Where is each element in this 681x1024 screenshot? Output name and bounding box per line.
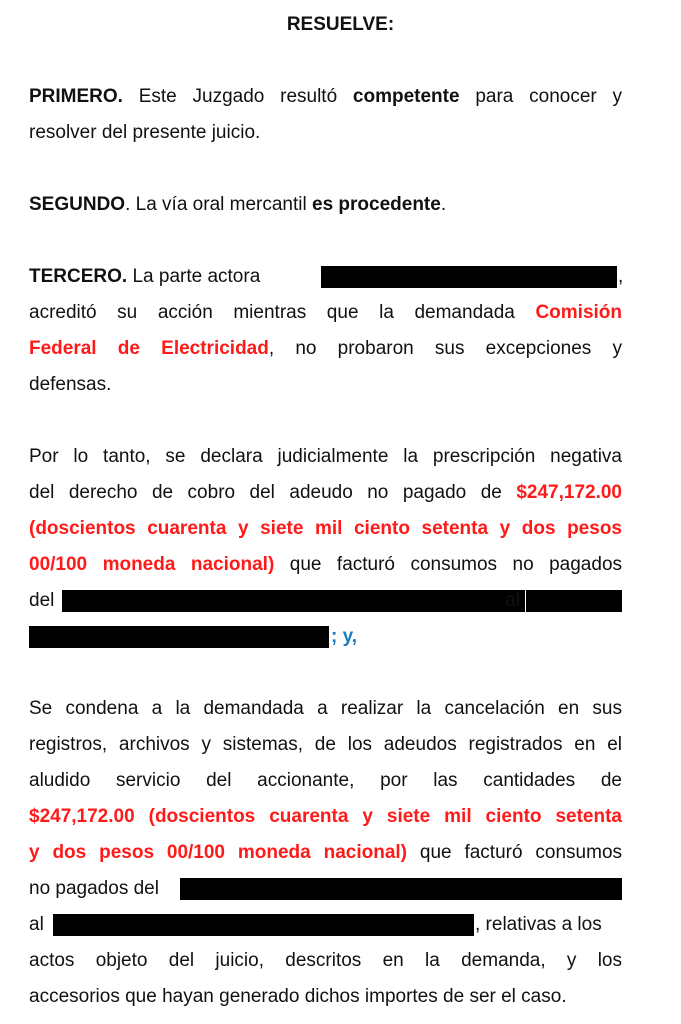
segundo-label: SEGUNDO [29, 194, 126, 215]
prescripcion-line-1: Por lo tanto, se declara judicialmente la prescripción negativa [29, 446, 622, 467]
conjunction-y: ; y, [331, 626, 358, 647]
prescripcion-text-4: que facturó consumos no pagados [274, 554, 623, 575]
cfe-name-part-1: Comisión [535, 302, 622, 323]
prescripcion-line-4 [29, 552, 622, 578]
condena-line-5 [29, 840, 622, 866]
condena-no-pagados: no pagados del [29, 878, 159, 899]
prescripcion-text-2: del derecho de cobro del adeudo no pagado de [29, 482, 517, 503]
primero-line-1 [29, 84, 622, 110]
redaction-box [62, 590, 525, 612]
prescripcion-al: al [505, 590, 520, 611]
prescripcion-line-6 [29, 624, 622, 650]
condena-text-5: que facturó consumos [407, 842, 623, 863]
tercero-text-2: acreditó su acción mientras que la demandada [29, 302, 536, 323]
condena-line-7 [29, 912, 622, 938]
condena-line-2: registros, archivos y sistemas, de los adeudos registrados en el [29, 734, 622, 755]
redaction-box [321, 266, 617, 288]
condena-amount-part-2: y dos pesos 00/100 moneda nacional) [29, 842, 407, 863]
primero-bold: competente [352, 86, 460, 107]
segundo-text-2: . [440, 194, 447, 215]
primero-line-2: resolver del presente juicio. [29, 122, 261, 143]
primero-text-2: para conocer y [459, 86, 622, 107]
redaction-box [53, 914, 474, 936]
primero-label: PRIMERO. [29, 86, 123, 107]
prescripcion-line-5 [29, 588, 622, 614]
tercero-text-3: , no probaron sus excepciones y [268, 338, 622, 359]
condena-amount-part-1: $247,172.00 (doscientos cuarenta y siete mil ciento setenta [29, 806, 622, 827]
tercero-line-4: defensas. [29, 374, 112, 395]
segundo-line [29, 192, 622, 218]
tercero-label: TERCERO. [29, 266, 128, 287]
prescripcion-line-3 [29, 516, 622, 542]
cfe-name-part-2: Federal de Electricidad [29, 338, 269, 359]
condena-line-6 [29, 876, 622, 902]
condena-al: al [29, 914, 44, 935]
redaction-box [180, 878, 622, 900]
amount-figure: $247,172.00 [516, 482, 622, 503]
condena-line-8: actos objeto del juicio, descritos en la demanda, y los [29, 950, 622, 971]
heading-resuelve: RESUELVE: [286, 14, 395, 35]
tercero-line-3 [29, 336, 622, 362]
tercero-text-1: La parte actora [127, 266, 261, 287]
redaction-box [526, 590, 622, 612]
condena-text-7: , relativas a los [475, 914, 602, 935]
segundo-text-1: . La vía oral mercantil [125, 194, 312, 215]
condena-line-1: Se condena a la demandada a realizar la cancelación en sus [29, 698, 622, 719]
condena-line-9: accesorios que hayan generado dichos importes de ser el caso. [29, 986, 567, 1007]
segundo-bold: es procedente [312, 194, 441, 215]
condena-line-3: aludido servicio del accionante, por las cantidades de [29, 770, 622, 791]
tercero-comma: , [618, 266, 624, 287]
tercero-line-2 [29, 300, 622, 326]
redaction-box [29, 626, 329, 648]
primero-text-1: Este Juzgado resultó [122, 86, 353, 107]
prescripcion-del: del [29, 590, 55, 611]
condena-line-4 [29, 804, 622, 830]
amount-words-part-1: (doscientos cuarenta y siete mil ciento setenta y dos pesos [29, 518, 622, 539]
prescripcion-line-2 [29, 480, 622, 506]
tercero-line-1 [29, 264, 622, 290]
amount-words-part-2: 00/100 moneda nacional) [29, 554, 275, 575]
